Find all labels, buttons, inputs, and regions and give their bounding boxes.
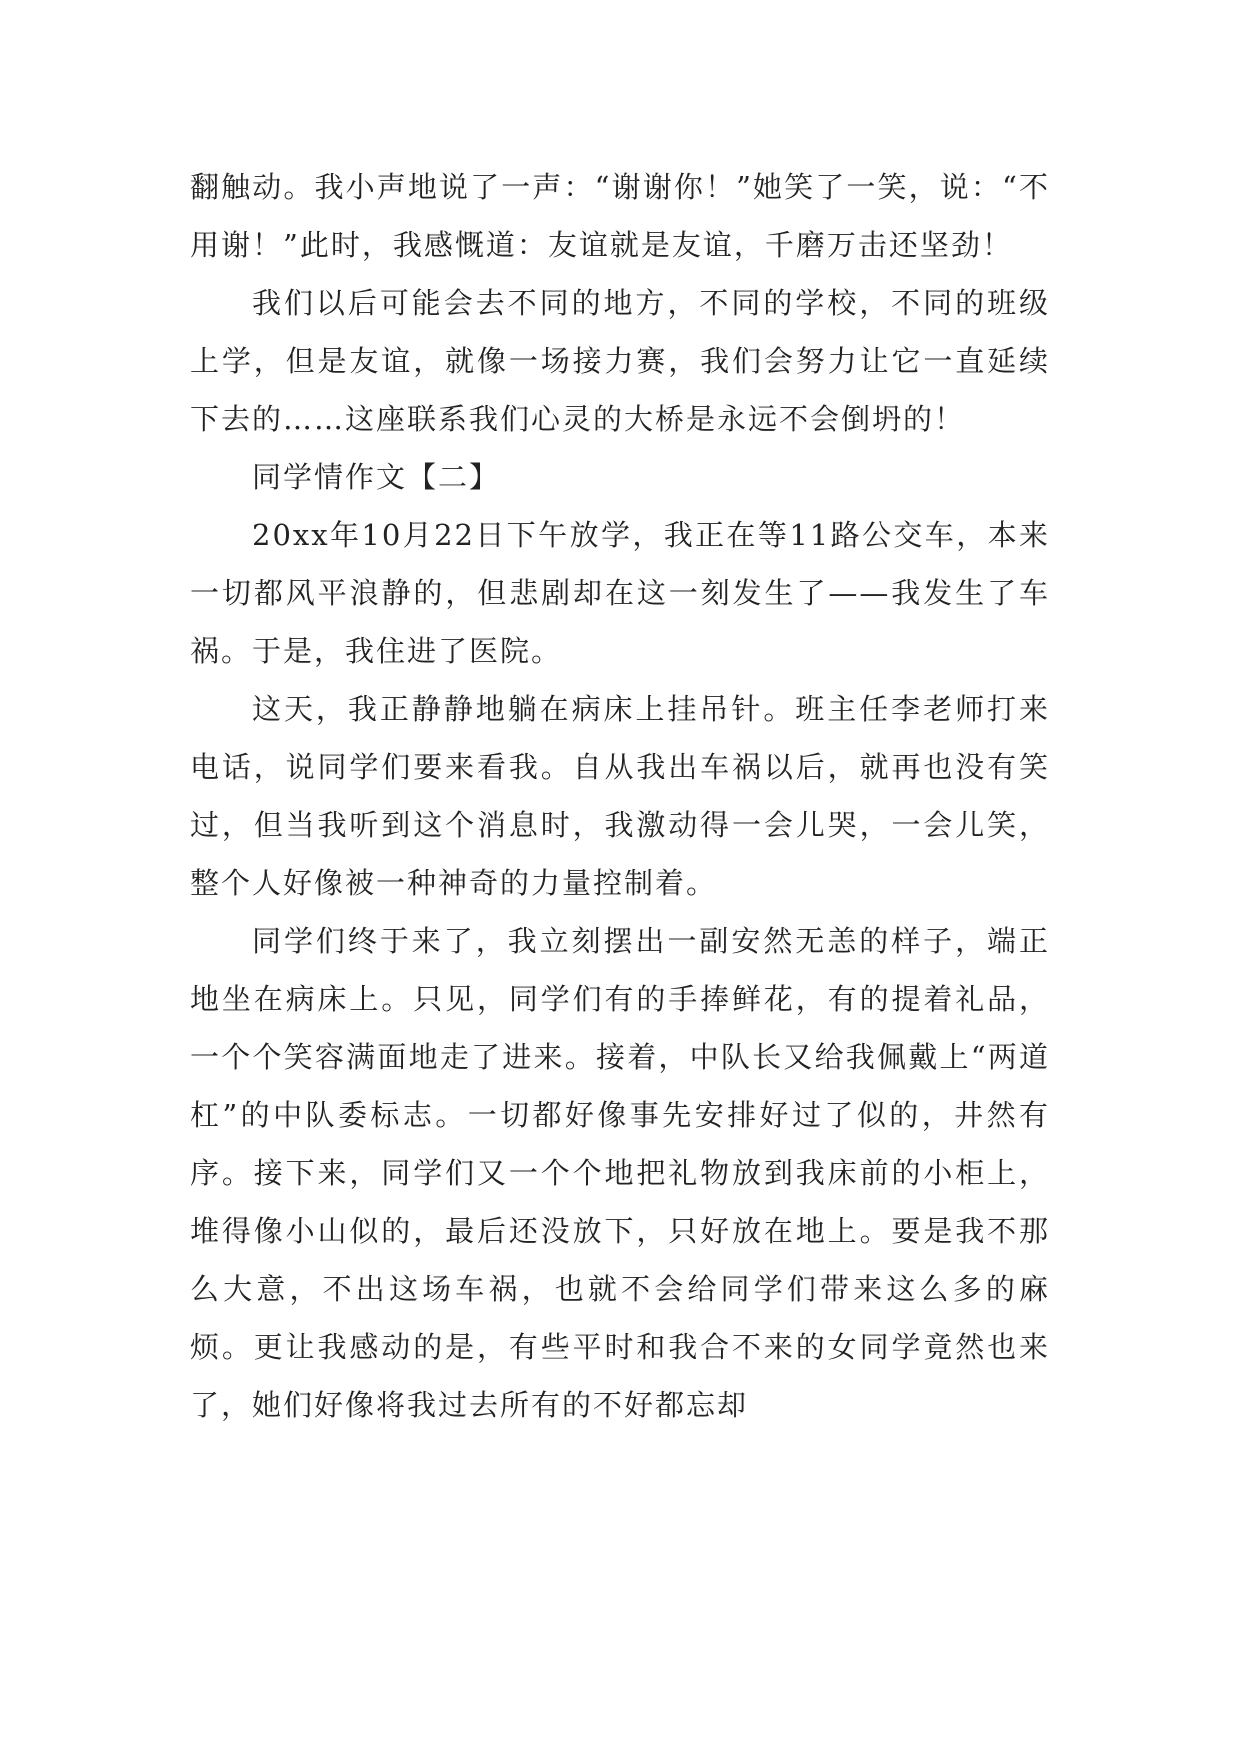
paragraph-friendship: 我们以后可能会去不同的地方，不同的学校，不同的班级上学，但是友谊，就像一场接力赛，我们会努力让它一直延续下去的……这座联系我们心灵的大桥是永远不会倒坍的！ bbox=[190, 286, 1050, 436]
paragraph-continued: 翻触动。我小声地说了一声：“谢谢你！”她笑了一笑，说：“不用谢！”此时，我感慨道：友谊就是友谊，千磨万击还坚劲！ bbox=[190, 170, 1050, 262]
section-title: 同学情作文【二】 bbox=[252, 460, 501, 494]
document-body bbox=[190, 158, 1050, 1434]
paragraph-visit: 同学们终于来了，我立刻摆出一副安然无恙的样子，端正地坐在病床上。只见，同学们有的手捧鲜花，有的提着礼品，一个个笑容满面地走了进来。接着，中队长又给我佩戴上“两道杠”的中队委标志。一切都好像事先安排好过了似的，井然有序。接下来，同学们又一个个地把礼物放到我床前的小柜上，堆得像小山似的，最后还没放下，只好放在地上。要是我不那么大意，不出这场车祸，也就不会给同学们带来这么多的麻烦。更让我感动的是，有些平时和我合不来的女同学竟然也来了，她们好像将我过去所有的不好都忘却 bbox=[190, 924, 1050, 1422]
paragraph-accident: 20xx年10月22日下午放学，我正在等11路公交车，本来一切都风平浪静的，但悲剧却在这一刻发生了——我发生了车祸。于是，我住进了医院。 bbox=[190, 518, 1050, 668]
paragraph-hospital: 这天，我正静静地躺在病床上挂吊针。班主任李老师打来电话，说同学们要来看我。自从我出车祸以后，就再也没有笑过，但当我听到这个消息时，我激动得一会儿哭，一会儿笑，整个人好像被一种神奇的力量控制着。 bbox=[190, 692, 1050, 900]
